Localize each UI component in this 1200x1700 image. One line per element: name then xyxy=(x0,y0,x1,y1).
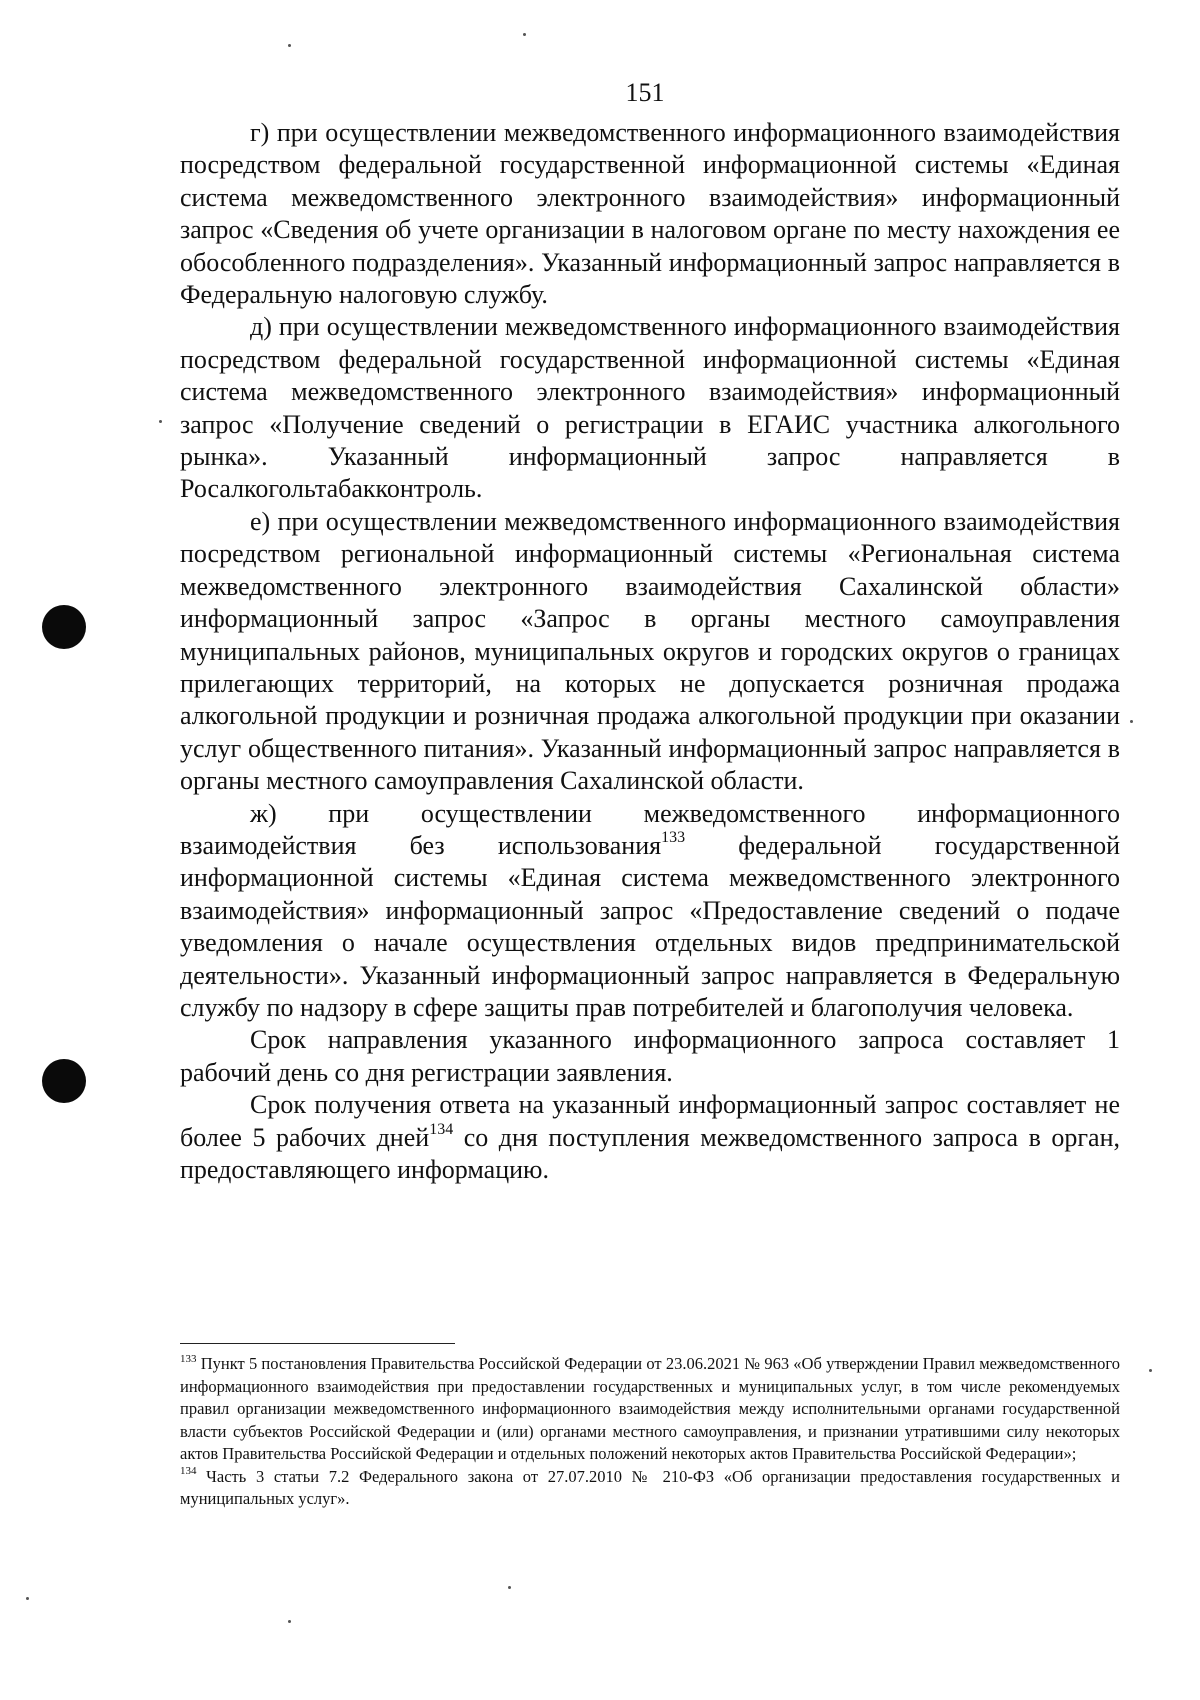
footnote-number: 134 xyxy=(180,1465,197,1477)
footnote-text: Часть 3 статьи 7.2 Федерального закона от 27.07.2010 № 210-ФЗ «Об организации предоставления государственных и муниципальных услуг». xyxy=(180,1466,1120,1508)
paragraph-request-deadline: Срок направления указанного информационного запроса составляет 1 рабочий день со дня регистрации заявления. xyxy=(180,1025,1120,1087)
paragraph-g: г) при осуществлении межведомственного информационного взаимодействия посредством федеральной государственной информационной системы «Единая система межведомственного электронного взаимодействия» информационный запрос «Сведения об учете организации в налоговом органе по месту нахождения ее обособленного подразделения». Указанный информационный запрос направляется в Федеральную налоговую службу. xyxy=(180,118,1120,310)
scan-speck xyxy=(1149,1369,1152,1372)
footnote-134 xyxy=(180,1466,1120,1511)
paragraph-text: со дня поступления межведомственного запроса в орган, предоставляющего информацию. xyxy=(180,1122,1120,1184)
punch-hole-top xyxy=(42,605,86,649)
paragraph-text: ж) при осуществлении межведомственного информационного взаимодействия без использования xyxy=(180,798,1120,860)
paragraph-text: федеральной государственной информационной системы «Единая система межведомственного электронного взаимодействия» информационный запрос «Предоставление сведений о подаче уведомления о начале осуществления отдельных видов предпринимательской деятельности». Указанный информационный запрос направляется в Федеральную службу по надзору в сфере защиты прав потребителей и благополучия человека. xyxy=(180,830,1120,1022)
paragraph-response-deadline xyxy=(180,1089,1120,1186)
scan-speck xyxy=(523,33,526,36)
footnote-number: 133 xyxy=(180,1352,197,1365)
footnote-reference[interactable]: 134 xyxy=(429,1120,454,1138)
page-number: 151 xyxy=(625,78,665,107)
scan-speck xyxy=(26,1597,29,1600)
scan-speck xyxy=(159,420,162,423)
punch-hole-bottom xyxy=(42,1059,86,1103)
paragraph-zh xyxy=(180,798,1120,1025)
main-text xyxy=(180,117,1120,1186)
footnote-text: Пункт 5 постановления Правительства Российской Федерации от 23.06.2021 № 963 «Об утверждении Правил межведомственного информационного взаимодействия при предоставлении государственных и муниципальных услуг, в том числе рекомендуемых правил организации межведомственного информационного взаимодействия между исполнительными органами государственной власти субъектов Российской Федерации и (или) органами местного самоуправления, и признании утратившими силу некоторых актов Правительства Российской Федерации и отдельных положений некоторых актов Правительства Российской Федерации»; xyxy=(180,1354,1120,1463)
scan-speck xyxy=(1130,720,1133,723)
scan-speck xyxy=(288,1620,291,1623)
paragraph-text: Срок получения ответа на указанный информационный запрос составляет не более 5 рабочих дней xyxy=(180,1090,1120,1152)
footnotes xyxy=(180,1353,1120,1511)
footnote-separator xyxy=(180,1343,455,1344)
paragraph-e: е) при осуществлении межведомственного информационного взаимодействия посредством региональной информационный системы «Региональная система межведомственного электронного взаимодействия Сахалинской области» информационный запрос «Запрос в органы местного самоуправления муниципальных районов, муниципальных округов и городских округов о границах прилегающих территорий, на которых не допускается розничная продажа алкогольной продукции и розничная продажа алкогольной продукции при оказании услуг общественного питания». Указанный информационный запрос направляется в органы местного самоуправления Сахалинской области. xyxy=(180,506,1120,796)
scan-speck xyxy=(508,1586,511,1589)
scan-speck xyxy=(288,44,291,47)
footnote-133 xyxy=(180,1353,1120,1466)
footnote-reference[interactable]: 133 xyxy=(661,829,686,847)
paragraph-d: д) при осуществлении межведомственного информационного взаимодействия посредством федеральной государственной информационной системы «Единая система межведомственного электронного взаимодействия» информационный запрос «Получение сведений о регистрации в ЕГАИС участника алкогольного рынка». Указанный информационный запрос направляется в Росалкогольтабакконтроль. xyxy=(180,312,1120,504)
